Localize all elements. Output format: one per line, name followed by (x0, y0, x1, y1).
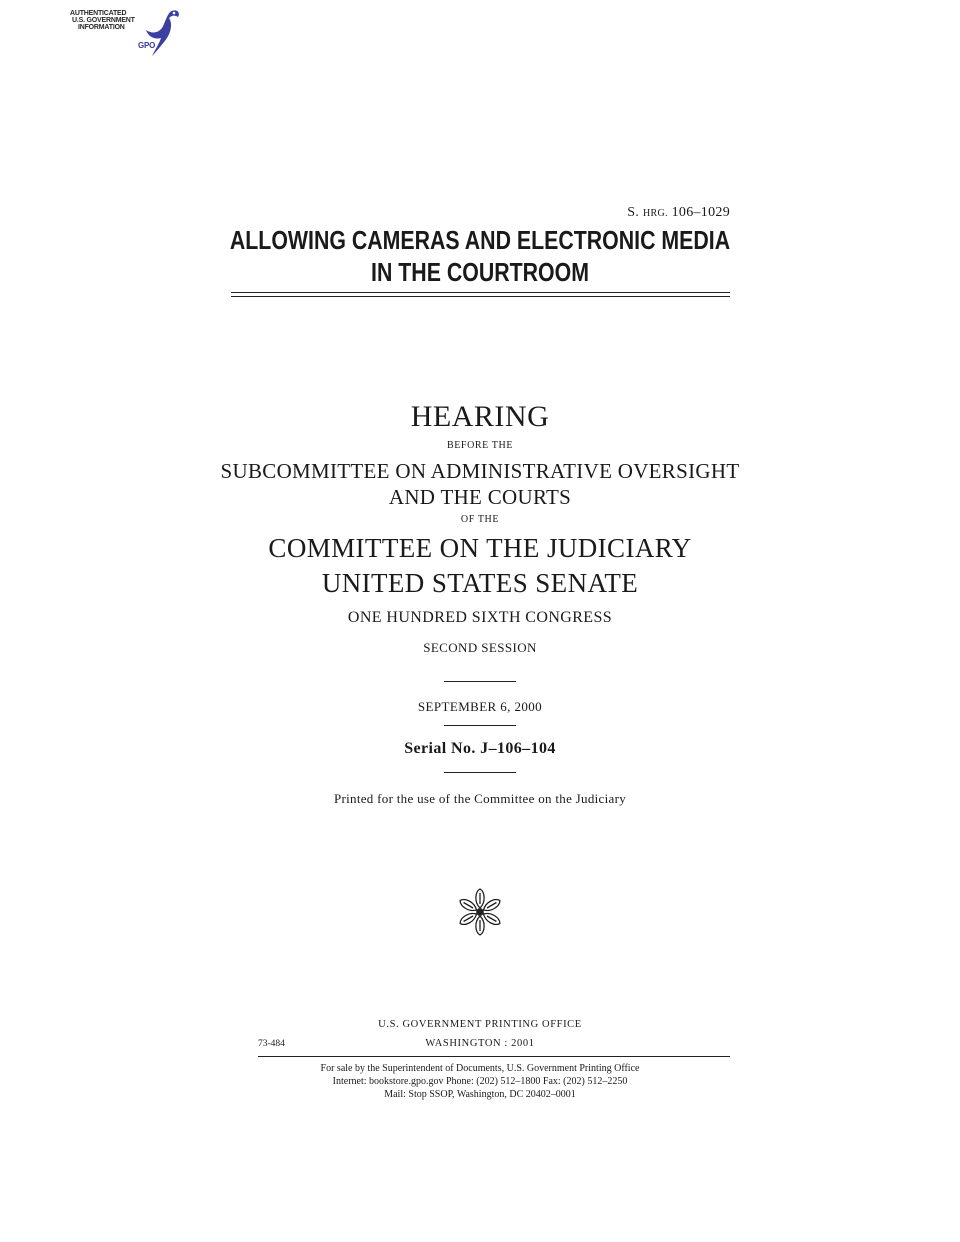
subcommittee-name-line1: SUBCOMMITTEE ON ADMINISTRATIVE OVERSIGHT (220, 459, 740, 483)
logo-line-gpo: GPO (138, 41, 156, 50)
document-number: 73-484 (258, 1039, 285, 1049)
document-title-line2: IN THE COURTROOM (371, 257, 589, 287)
footer-rule (258, 1056, 730, 1057)
printing-office: U.S. GOVERNMENT PRINTING OFFICE (378, 1019, 582, 1030)
hearing-number-value: 106–1029 (667, 205, 730, 220)
sale-info-line2: Internet: bookstore.gpo.gov Phone: (202) 512–1800 Fax: (202) 512–2250 (332, 1076, 628, 1087)
gpo-flower-ornament-icon (454, 886, 506, 938)
title-rule-top (231, 292, 730, 293)
session-label: SECOND SESSION (423, 640, 537, 655)
date-rule-top (444, 681, 516, 682)
date-rule-bottom (444, 725, 516, 726)
hearing-number (627, 205, 730, 221)
senate-name: UNITED STATES SENATE (321, 568, 639, 598)
document-title-line1: ALLOWING CAMERAS AND ELECTRONIC MEDIA (229, 225, 731, 255)
hearing-heading: HEARING (410, 400, 550, 433)
congress-label: ONE HUNDRED SIXTH CONGRESS (347, 609, 613, 626)
serial-rule (444, 772, 516, 773)
committee-name: COMMITTEE ON THE JUDICIARY (268, 533, 692, 563)
subcommittee-name-line2: AND THE COURTS (388, 485, 572, 509)
of-the-label: OF THE (460, 514, 500, 525)
gpo-eagle-logo-icon (140, 6, 182, 60)
printed-for-note: Printed for the use of the Committee on the Judiciary (333, 791, 627, 806)
sale-info-line3: Mail: Stop SSOP, Washington, DC 20402–0001 (384, 1089, 576, 1100)
hearing-number-hrg: HRG. (642, 208, 668, 219)
title-rule-bottom (231, 296, 730, 297)
sale-info-line1: For sale by the Superintendent of Documents, U.S. Government Printing Office (320, 1063, 640, 1074)
before-the-label: BEFORE THE (446, 440, 514, 451)
logo-line-government: U.S. GOVERNMENT (72, 17, 135, 24)
logo-line-information: INFORMATION (78, 24, 125, 31)
logo-line-authenticated: AUTHENTICATED (70, 10, 127, 17)
hearing-number-prefix: S. (627, 205, 643, 220)
printing-location: WASHINGTON : 2001 (425, 1038, 535, 1049)
hearing-date: SEPTEMBER 6, 2000 (417, 699, 543, 714)
serial-number: Serial No. J–106–104 (404, 740, 556, 757)
gpo-authenticated-logo (70, 6, 182, 60)
